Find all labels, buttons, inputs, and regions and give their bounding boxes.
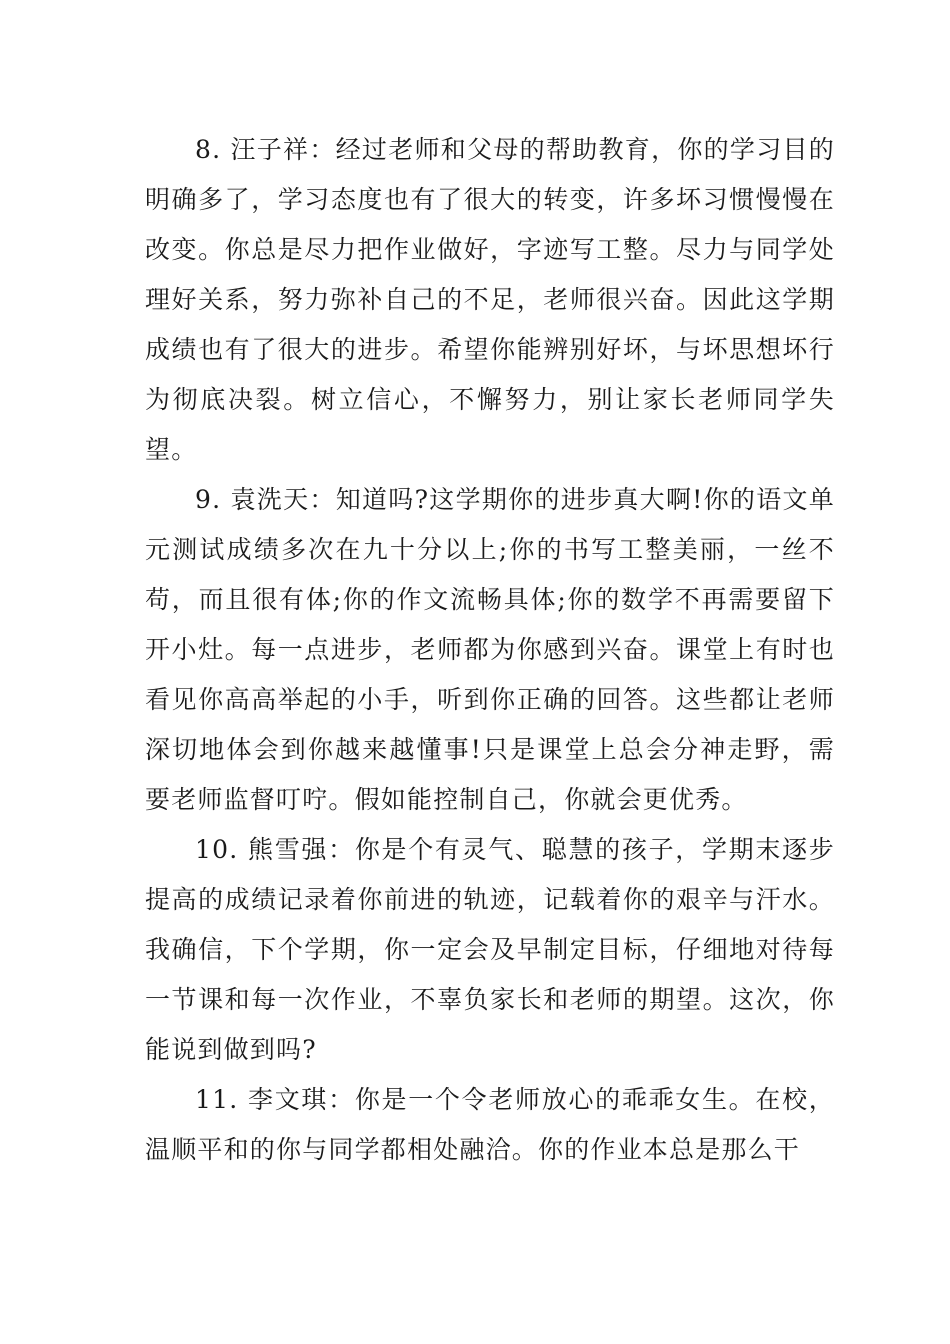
paragraph-comment-9: 9. 袁洗天：知道吗?这学期你的进步真大啊!你的语文单元测试成绩多次在九十分以上;你的书写工整美丽，一丝不苟，而且很有体;你的作文流畅具体;你的数学不再需要留下开小灶。每一点进步，老师都为你感到兴奋。课堂上有时也看见你高高举起的小手，听到你正确的回答。这些都让老师深切地体会到你越来越懂事!只是课堂上总会分神走野，需要老师监督叮咛。假如能控制自己，你就会更优秀。 (145, 485, 835, 814)
document-body (145, 125, 835, 1175)
paragraph-comment-8: 8. 汪子祥：经过老师和父母的帮助教育，你的学习目的明确多了，学习态度也有了很大的转变，许多坏习惯慢慢在改变。你总是尽力把作业做好，字迹写工整。尽力与同学处理好关系，努力弥补自己的不足，老师很兴奋。因此这学期成绩也有了很大的进步。希望你能辨别好坏，与坏思想坏行为彻底决裂。树立信心，不懈努力，别让家长老师同学失望。 (145, 135, 835, 464)
paragraph-comment-11: 11. 李文琪：你是一个令老师放心的乖乖女生。在校，温顺平和的你与同学都相处融洽。你的作业本总是那么干 (145, 1085, 835, 1164)
paragraph-comment-10: 10. 熊雪强：你是个有灵气、聪慧的孩子，学期末逐步提高的成绩记录着你前进的轨迹，记载着你的艰辛与汗水。我确信，下个学期，你一定会及早制定目标，仔细地对待每一节课和每一次作业，不辜负家长和老师的期望。这次，你能说到做到吗? (145, 835, 835, 1064)
